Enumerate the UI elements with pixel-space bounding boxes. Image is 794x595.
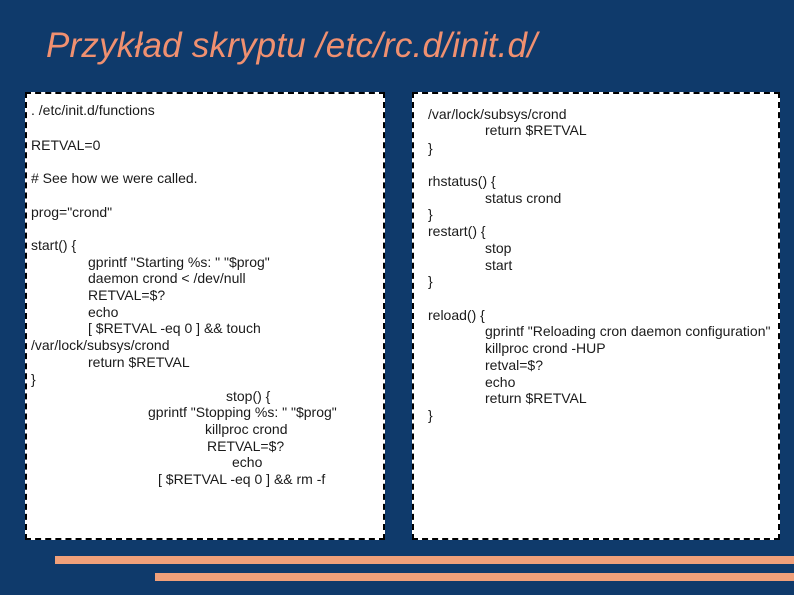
code-line: gprintf "Reloading cron daemon configuration" [485,323,771,339]
code-line: stop() { [226,388,271,404]
code-line: } [428,273,433,289]
accent-bar-top [55,556,794,564]
code-line: } [31,371,36,387]
code-line: retval=$? [485,357,543,373]
code-line: [ $RETVAL -eq 0 ] && rm -f [158,471,326,487]
code-line: /var/lock/subsys/crond [428,106,567,122]
code-line: stop [485,240,512,256]
code-panel-left [25,92,385,540]
code-line: } [428,140,433,156]
code-line: rhstatus() { [428,173,496,189]
code-line: RETVAL=$? [207,438,285,454]
accent-bar-bottom [155,573,794,581]
code-line: restart() { [428,223,486,239]
code-line: return $RETVAL [485,390,587,406]
code-line: start [485,257,513,273]
code-line: return $RETVAL [485,122,587,138]
code-line: } [428,407,433,423]
code-line: /var/lock/subsys/crond [31,337,170,353]
code-line: killproc crond -HUP [485,340,606,356]
code-line: RETVAL=$? [88,287,166,303]
code-panel-right [412,92,780,540]
code-line: start() { [31,237,77,253]
code-line: status crond [485,190,562,206]
code-line: daemon crond < /dev/null [88,270,246,286]
code-line: } [428,206,433,222]
code-line: gprintf "Starting %s: " "$prog" [88,254,270,270]
code-line: gprintf "Stopping %s: " "$prog" [148,404,337,420]
code-line: prog="crond" [31,204,113,220]
code-line: echo [88,304,119,320]
code-line: # See how we were called. [31,170,198,186]
code-line: . /etc/init.d/functions [31,102,155,118]
code-line: killproc crond [205,421,288,437]
code-line: return $RETVAL [88,354,190,370]
code-line: reload() { [428,307,485,323]
slide-title: Przykład skryptu /etc/rc.d/init.d/ [46,26,538,65]
code-line: [ $RETVAL -eq 0 ] && touch [88,320,261,336]
code-line: echo [485,374,516,390]
code-line: RETVAL=0 [31,137,101,153]
code-line: echo [232,454,263,470]
